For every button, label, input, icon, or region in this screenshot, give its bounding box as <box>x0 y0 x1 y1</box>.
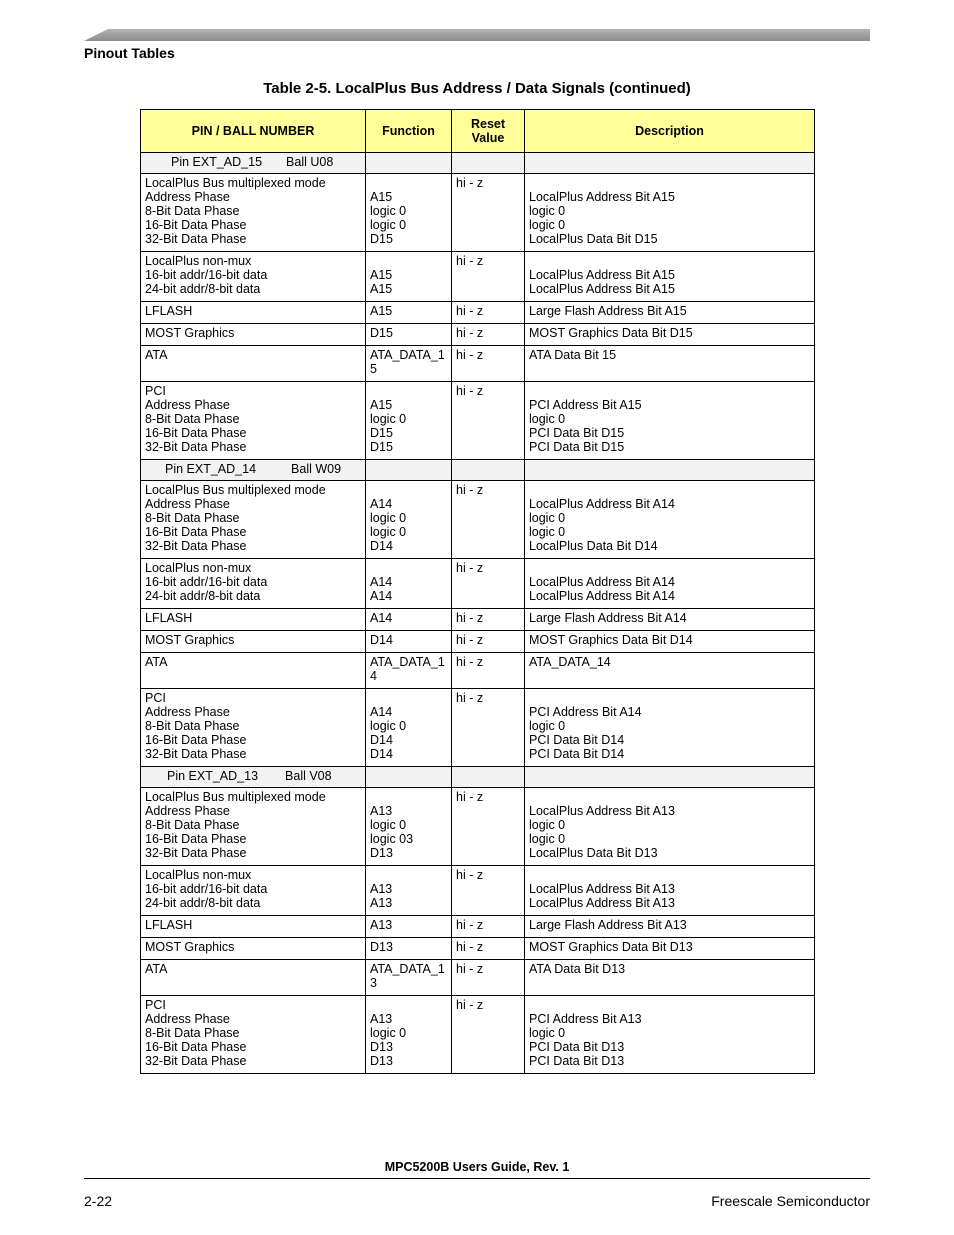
table-row <box>141 481 815 559</box>
reset-value-cell: hi - z <box>452 631 525 653</box>
table-body <box>141 153 815 1074</box>
function-cell: A13 logic 0 D13 D13 <box>366 996 452 1074</box>
reset-value-cell: hi - z <box>452 938 525 960</box>
empty-function-cell <box>366 767 452 788</box>
reset-value-cell: hi - z <box>452 609 525 631</box>
table-row <box>141 559 815 609</box>
reset-value-cell: hi - z <box>452 689 525 767</box>
table-row <box>141 346 815 382</box>
pin-name: Pin EXT_AD_14 <box>165 462 257 476</box>
section-title: Pinout Tables <box>84 45 175 61</box>
mode-cell: LocalPlus non-mux 16-bit addr/16-bit data 24-bit addr/8-bit data <box>141 866 366 916</box>
reset-value-cell: hi - z <box>452 916 525 938</box>
table-row <box>141 631 815 653</box>
table-row <box>141 788 815 866</box>
table-row <box>141 866 815 916</box>
pin-ball-cell <box>141 460 366 481</box>
mode-cell: LFLASH <box>141 302 366 324</box>
ball-number: Ball W09 <box>291 462 342 476</box>
mode-cell: MOST Graphics <box>141 324 366 346</box>
pin-group-row <box>141 767 815 788</box>
signals-table <box>140 109 815 1074</box>
header-decoration-bar <box>84 29 870 41</box>
company-name: Freescale Semiconductor <box>711 1193 870 1209</box>
function-cell: ATA_DATA_1 5 <box>366 346 452 382</box>
mode-cell: LocalPlus Bus multiplexed mode Address Phase 8-Bit Data Phase 16-Bit Data Phase 32-Bit Data Phase <box>141 481 366 559</box>
description-cell: ATA Data Bit D13 <box>525 960 815 996</box>
description-cell: LocalPlus Address Bit A13 LocalPlus Address Bit A13 <box>525 866 815 916</box>
function-cell: A14 logic 0 D14 D14 <box>366 689 452 767</box>
function-cell: ATA_DATA_1 3 <box>366 960 452 996</box>
mode-cell: PCI Address Phase 8-Bit Data Phase 16-Bit Data Phase 32-Bit Data Phase <box>141 996 366 1074</box>
function-cell: A13 <box>366 916 452 938</box>
reset-value-cell: hi - z <box>452 866 525 916</box>
function-cell: A15 logic 0 logic 0 D15 <box>366 174 452 252</box>
description-cell: PCI Address Bit A14 logic 0 PCI Data Bit D14 PCI Data Bit D14 <box>525 689 815 767</box>
function-cell: A14 <box>366 609 452 631</box>
pin-name: Pin EXT_AD_13 <box>167 769 259 783</box>
reset-value-cell: hi - z <box>452 653 525 689</box>
empty-description-cell <box>525 460 815 481</box>
mode-cell: ATA <box>141 346 366 382</box>
function-cell: A15 <box>366 302 452 324</box>
mode-cell: MOST Graphics <box>141 631 366 653</box>
function-cell: D15 <box>366 324 452 346</box>
function-cell: D13 <box>366 938 452 960</box>
page-number: 2-22 <box>84 1193 113 1209</box>
description-cell: ATA_DATA_14 <box>525 653 815 689</box>
reset-value-cell: hi - z <box>452 346 525 382</box>
description-cell: LocalPlus Address Bit A14 logic 0 logic 0 LocalPlus Data Bit D14 <box>525 481 815 559</box>
table-row <box>141 302 815 324</box>
reset-value-cell: hi - z <box>452 559 525 609</box>
ball-number: Ball V08 <box>285 769 332 783</box>
table-row <box>141 916 815 938</box>
table-row <box>141 689 815 767</box>
description-cell: LocalPlus Address Bit A13 logic 0 logic 0 LocalPlus Data Bit D13 <box>525 788 815 866</box>
table-row <box>141 252 815 302</box>
reset-value-cell: hi - z <box>452 788 525 866</box>
empty-reset-cell <box>452 460 525 481</box>
description-cell: LocalPlus Address Bit A15 LocalPlus Address Bit A15 <box>525 252 815 302</box>
table-row <box>141 653 815 689</box>
empty-function-cell <box>366 460 452 481</box>
mode-cell: PCI Address Phase 8-Bit Data Phase 16-Bit Data Phase 32-Bit Data Phase <box>141 689 366 767</box>
description-cell: PCI Address Bit A15 logic 0 PCI Data Bit D15 PCI Data Bit D15 <box>525 382 815 460</box>
mode-cell: LFLASH <box>141 609 366 631</box>
function-cell: A15 A15 <box>366 252 452 302</box>
mode-cell: LocalPlus non-mux 16-bit addr/16-bit data 24-bit addr/8-bit data <box>141 559 366 609</box>
empty-description-cell <box>525 767 815 788</box>
function-cell: A13 A13 <box>366 866 452 916</box>
empty-reset-cell <box>452 153 525 174</box>
function-cell: A14 logic 0 logic 0 D14 <box>366 481 452 559</box>
mode-cell: PCI Address Phase 8-Bit Data Phase 16-Bit Data Phase 32-Bit Data Phase <box>141 382 366 460</box>
description-cell: MOST Graphics Data Bit D14 <box>525 631 815 653</box>
reset-value-cell: hi - z <box>452 996 525 1074</box>
column-header-description: Description <box>525 110 815 153</box>
table-row <box>141 174 815 252</box>
mode-cell: LocalPlus Bus multiplexed mode Address Phase 8-Bit Data Phase 16-Bit Data Phase 32-Bit Data Phase <box>141 174 366 252</box>
description-cell: LocalPlus Address Bit A14 LocalPlus Address Bit A14 <box>525 559 815 609</box>
mode-cell: ATA <box>141 653 366 689</box>
description-cell: Large Flash Address Bit A13 <box>525 916 815 938</box>
description-cell: PCI Address Bit A13 logic 0 PCI Data Bit D13 PCI Data Bit D13 <box>525 996 815 1074</box>
mode-cell: LocalPlus Bus multiplexed mode Address Phase 8-Bit Data Phase 16-Bit Data Phase 32-Bit Data Phase <box>141 788 366 866</box>
column-header-pin: PIN / BALL NUMBER <box>141 110 366 153</box>
reset-value-cell: hi - z <box>452 960 525 996</box>
function-cell: D14 <box>366 631 452 653</box>
function-cell: ATA_DATA_1 4 <box>366 653 452 689</box>
reset-value-cell: hi - z <box>452 481 525 559</box>
column-header-function: Function <box>366 110 452 153</box>
function-cell: A13 logic 0 logic 03 D13 <box>366 788 452 866</box>
description-cell: MOST Graphics Data Bit D15 <box>525 324 815 346</box>
function-cell: A14 A14 <box>366 559 452 609</box>
mode-cell: LFLASH <box>141 916 366 938</box>
footer-divider <box>84 1178 870 1179</box>
footer-document-title: MPC5200B Users Guide, Rev. 1 <box>384 1160 570 1174</box>
mode-cell: MOST Graphics <box>141 938 366 960</box>
table-header-row <box>141 110 815 153</box>
reset-value-cell: hi - z <box>452 382 525 460</box>
table-row <box>141 960 815 996</box>
empty-description-cell <box>525 153 815 174</box>
empty-reset-cell <box>452 767 525 788</box>
pin-group-row <box>141 153 815 174</box>
description-cell: ATA Data Bit 15 <box>525 346 815 382</box>
pin-name: Pin EXT_AD_15 <box>171 155 263 169</box>
ball-number: Ball U08 <box>286 155 334 169</box>
table-row <box>141 382 815 460</box>
function-cell: A15 logic 0 D15 D15 <box>366 382 452 460</box>
empty-function-cell <box>366 153 452 174</box>
description-cell: MOST Graphics Data Bit D13 <box>525 938 815 960</box>
table-row <box>141 996 815 1074</box>
reset-value-cell: hi - z <box>452 174 525 252</box>
pin-group-row <box>141 460 815 481</box>
description-cell: Large Flash Address Bit A14 <box>525 609 815 631</box>
description-cell: LocalPlus Address Bit A15 logic 0 logic 0 LocalPlus Data Bit D15 <box>525 174 815 252</box>
reset-value-cell: hi - z <box>452 324 525 346</box>
pin-ball-cell <box>141 767 366 788</box>
column-header-reset-value: Reset Value <box>452 110 525 153</box>
description-cell: Large Flash Address Bit A15 <box>525 302 815 324</box>
table-row <box>141 938 815 960</box>
table-row <box>141 324 815 346</box>
table-row <box>141 609 815 631</box>
reset-value-cell: hi - z <box>452 302 525 324</box>
pin-ball-cell <box>141 153 366 174</box>
reset-value-cell: hi - z <box>452 252 525 302</box>
table-title: Table 2-5. LocalPlus Bus Address / Data Signals (continued) <box>263 80 691 97</box>
mode-cell: LocalPlus non-mux 16-bit addr/16-bit data 24-bit addr/8-bit data <box>141 252 366 302</box>
mode-cell: ATA <box>141 960 366 996</box>
